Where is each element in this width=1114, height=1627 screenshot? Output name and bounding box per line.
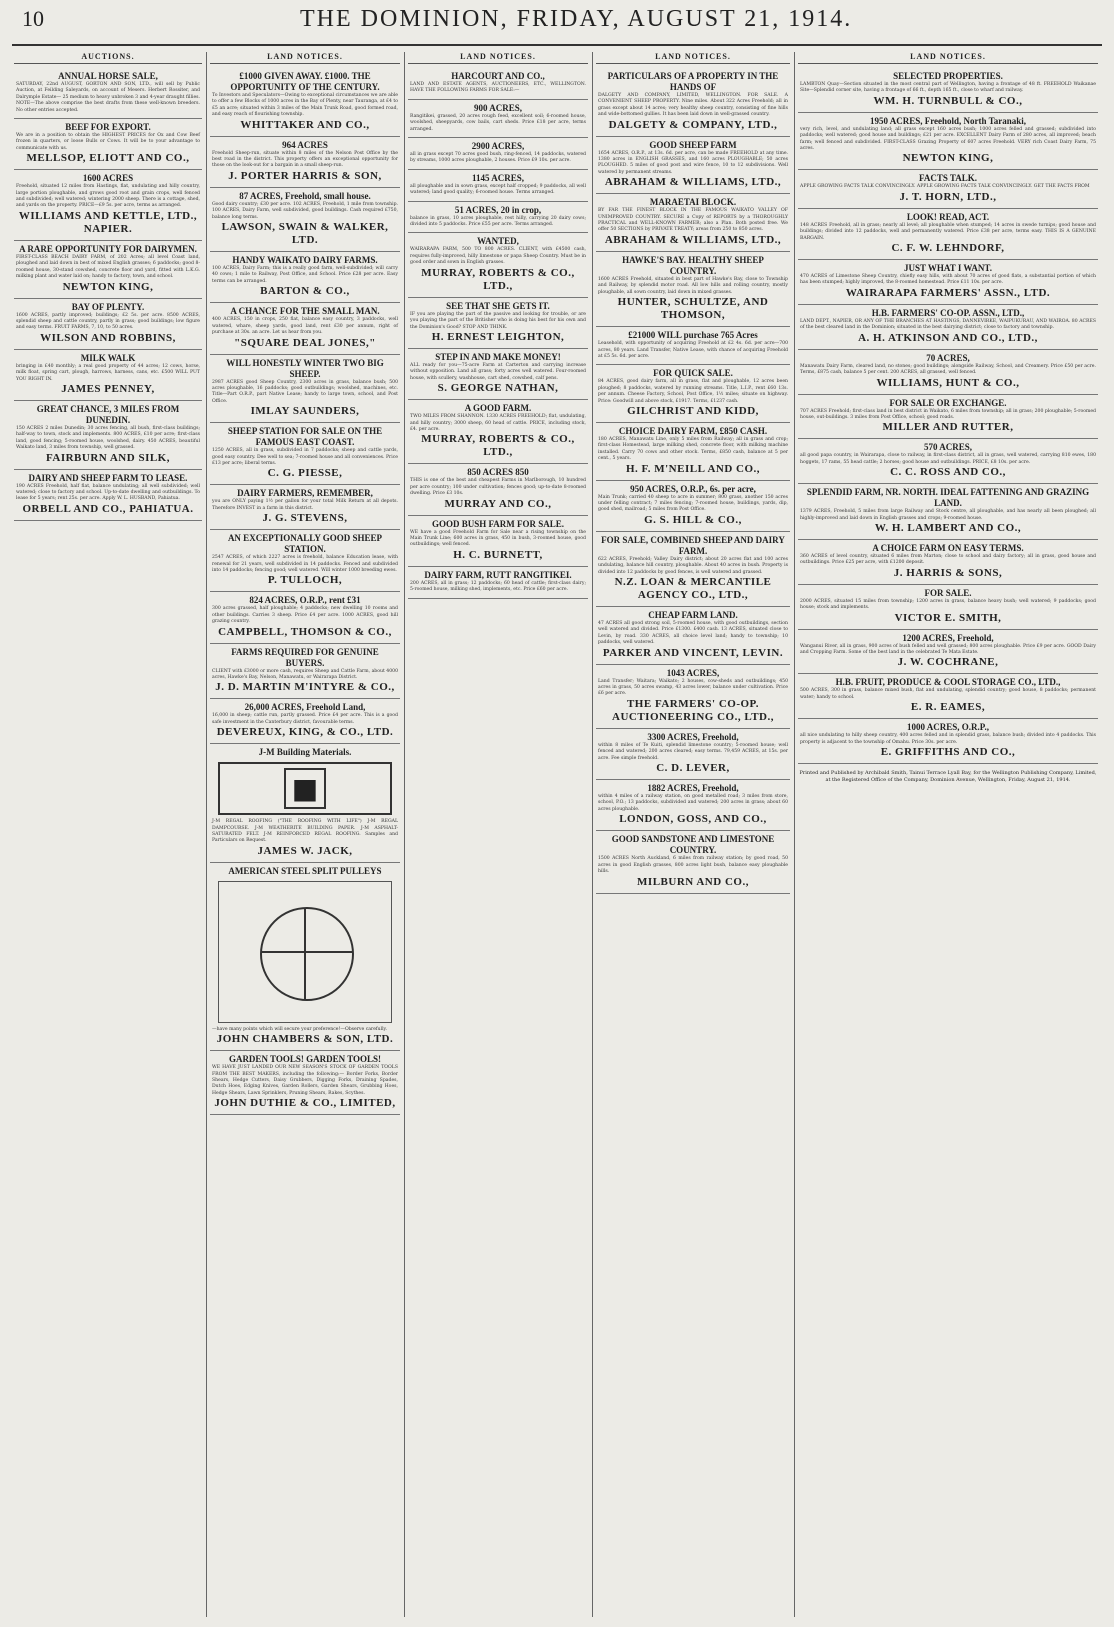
jm-logo-icon: ■: [284, 768, 326, 809]
ad-firm-name: H. F. M'NEILL AND CO.,: [625, 462, 761, 475]
ad-body: FIRST-CLASS BEACH DAIRY FARM, of 202 Acres; all level Coast land, ploughed and laid down in best of mixed English grasses; 6 paddocks; good 8-roomed house, 30-stand cowshed, concrete floor and yard, fitted with L.K.G. milking plant and water laid on; handy to factory, town, and school.: [16, 254, 200, 280]
advertisement: [798, 540, 1098, 585]
advertisement: [798, 585, 1098, 630]
advertisement: [596, 252, 790, 327]
ad-body: within 8 miles of Te Kuiti, splendid limestone country; 5-roomed house; well fenced and watered; 200 acres cleared; easy terms. 79,459 ACRES, at 15s. per acre. Fee simple freehold.: [598, 742, 788, 761]
advertisement: [596, 481, 790, 532]
advertisement: [408, 516, 588, 567]
ad-body: Good dairy country; £30 per acre. 102 ACRES, Freehold, 1 mile from township. 100 ACRES, Dairy Farm, well subdivided, good buildings. Cash required £750, balance long terms.: [212, 201, 398, 220]
advertisement: [210, 252, 400, 303]
jm-logo-box: [218, 762, 392, 815]
masthead-rule: [12, 44, 1102, 46]
ad-body: 1500 ACRES North Auckland, 6 miles from railway station; by good road, 50 acres in good English grasses, 800 acres light bush, balance easy ploughable hills.: [598, 856, 788, 875]
advertisement: [596, 137, 790, 195]
ad-body: We are in a position to obtain the HIGHEST PRICES for Ox and Cow Beef frozen in quarters, or loose Bulls or Cows. It will be to your advantage to communicate with us.: [16, 133, 200, 151]
ad-firm-name: H. C. BURNETT,: [453, 548, 543, 561]
advertisement: [596, 532, 790, 607]
ad-heading: 570 ACRES,: [923, 442, 972, 453]
ad-body: LAMBTON Quay—Section situated in the most central part of Wellington, having a frontage of 48 ft. FREEHOLD Waikanae Site—Splendid corner site, having a frontage of 66 ft., depth 165 ft., close to wharf and railway.: [800, 82, 1096, 94]
ad-firm-name: C. G. PIESSE,: [267, 467, 343, 480]
ad-heading: 950 ACRES, O.R.P., 6s. per acre,: [630, 483, 756, 494]
column-heading: AUCTIONS.: [14, 52, 202, 64]
ad-heading: WILL HONESTLY WINTER TWO BIG SHEEP.: [226, 357, 384, 379]
ad-firm-name: JOHN CHAMBERS & SON, LTD.: [216, 1033, 394, 1046]
ad-heading: FACTS TALK.: [918, 173, 977, 184]
advertisement: [408, 170, 588, 202]
advertisement: [210, 68, 400, 137]
ad-firm-name: WILLIAMS, HUNT & CO.,: [876, 376, 1020, 389]
ad-heading: 1000 ACRES, O.R.P.,: [907, 722, 989, 733]
ad-heading: AN EXCEPTIONALLY GOOD SHEEP STATION.: [227, 533, 383, 555]
advertisement: [596, 365, 790, 423]
ad-heading: A CHOICE FARM ON EASY TERMS.: [872, 542, 1024, 553]
ad-body: BY FAR THE FINEST BLOCK IN THE FAMOUS WAIKATO VALLEY OF UNIMPROVED COUNTRY. SECURE a Copy of REPORTS by a THOROUGHLY PRACTICAL and WELL-KNOWN FARMER; also a Plan. Both posted free. We offer 50 SECTIONS by PRIVATE TREATY; areas from 250 to 850 acres.: [598, 208, 788, 233]
column-divider: [206, 52, 207, 1617]
advertisement: [596, 194, 790, 252]
ad-firm-name: THE FARMERS' CO-OP. AUCTIONEERING CO., LTD.,: [612, 697, 774, 723]
ad-body: Rangitikei, grassed, 20 acres rough feed, excellent soil; 6-roomed house, woolshed, sheepyards, cow bails, cart sheds. Price £18 per acre, terms arranged.: [410, 113, 586, 132]
advertisement: [210, 137, 400, 188]
ad-body: Freehold, situated 12 miles from Hastings, flat, undulating and hilly country, large portion ploughable, and grows good root and grain crops, well fenced and subdivided; well watered; wintering 2000 sheep. There is a cottage, shed, and yards on the property. PRICE—£9 5s. per acre, terms as arranged.: [16, 184, 200, 209]
column-land-notices-4: [798, 52, 1098, 1617]
ad-heading: 51 ACRES, 20 in crop,: [454, 204, 542, 215]
ad-heading: JUST WHAT I WANT.: [903, 263, 993, 274]
ad-firm-name: E. GRIFFITHS AND CO.,: [880, 746, 1016, 758]
column-divider: [404, 52, 405, 1617]
advertisement: [14, 299, 202, 350]
advertisement: [798, 170, 1098, 208]
advertisement: [210, 485, 400, 530]
ad-body: 300 acres grassed, half ploughable; 4 paddocks; new dwelling 10 rooms and other buildings. Carries 3 sheep. Price £4 per acre. 1000 ACRES, good hill grazing country.: [212, 606, 398, 625]
ad-firm-name: JAMES W. JACK,: [257, 844, 353, 857]
ad-body: 1250 ACRES, all in grass, subdivided in 7 paddocks; sheep and cattle yards, good easy country. Dee well to sea; 7-roomed house and all conveniences. Price £13 per acre; liberal terms.: [212, 448, 398, 466]
advertisement: [408, 202, 588, 234]
ad-heading: 87 ACRES, Freehold, small house.: [239, 190, 371, 201]
ad-heading: GREAT CHANCE, 3 MILES FROM DUNEDIN.: [36, 403, 180, 425]
ad-heading: GOOD SANDSTONE AND LIMESTONE COUNTRY.: [611, 834, 775, 856]
ad-firm-name: VICTOR E. SMITH,: [894, 611, 1002, 624]
ad-body: LAND DEPT., NAPIER, OR ANY OF THE BRANCHES AT HASTINGS, DANNEVIRKE, WAIPUKURAU, AND WAIROA. 80 ACRES of the best cleared land in the Dominion; situated in the best dairying district; close to factory and township.: [800, 318, 1096, 331]
ad-firm-name: A. H. ATKINSON AND CO., LTD.,: [858, 331, 1038, 344]
advertisement: [210, 744, 400, 863]
advertisement: [596, 68, 790, 137]
advertisement: [210, 530, 400, 592]
ad-heading: 2900 ACRES,: [471, 141, 525, 152]
ad-body: WAIRARAPA FARM, 500 TO 800 ACRES. CLIENT, with £4500 cash, requires fully-improved, hilly limestone or papa Sheep Country. Must be in good order and sown in English grasses.: [410, 247, 586, 266]
ad-body: Leasehold, with opportunity of acquiring Freehold at £2 4s. 6d. per acre—700 acres, 80 years. Land Transfer, Native Lease, with chance of acquiring Freehold at £5 5s. 6d. per acre.: [598, 341, 788, 359]
ad-body: balance in grass, 10 acres ploughable, rest hilly, carrying 20 dairy cows; divided into 5 paddocks. Price £55 per acre. Terms arranged.: [410, 215, 586, 228]
ad-body: 47 ACRES all good strong soil, 5-roomed house, with good outbuildings, section well watered and divided. Price £1300. £400 cash. 13 ACRES, situated close to Levin, by road. 330 ACRES, all choice level land; handy to township; 10 paddocks, well watered.: [598, 621, 788, 646]
advertisement: [14, 350, 202, 401]
ad-body: WE HAVE JUST LANDED OUR NEW SEASON'S STOCK OF GARDEN TOOLS FROM THE BEST MAKERS, including the following:— Border Forks, Border Shears, Hedge Cutters, Daisy Grubbers, Digging Forks, Draining Spades, Dutch Hoes, Edging Knives, Garden Rollers, Garden Shears, Grubbing Hoes, Hedge Shears, Lawn Sprinklers, Pruning Shears, Rakes, Scythes.: [212, 1065, 398, 1096]
ad-firm-name: MILBURN AND CO.,: [637, 875, 749, 888]
ad-firm-name: WAIRARAPA FARMERS' ASSN., LTD.: [845, 286, 1051, 299]
ad-firm-name: MURRAY AND CO.,: [444, 497, 552, 510]
ad-heading: 824 ACRES, O.R.P., rent £31: [249, 595, 361, 606]
ad-firm-name: J. D. MARTIN M'INTYRE & CO.,: [215, 681, 395, 694]
ad-firm-name: H. ERNEST LEIGHTON,: [431, 330, 565, 343]
advertisement: [408, 138, 588, 170]
ad-body: 2000 ACRES, situated 15 miles from township; 1200 acres in grass, balance heavy bush; well watered; 9 paddocks; good house; stock and implements.: [800, 598, 1096, 611]
ad-firm-name: C. F. W. LEHNDORF,: [891, 242, 1005, 255]
ad-firm-name: IMLAY SAUNDERS,: [250, 405, 360, 418]
ad-heading: DAIRY FARMERS, REMEMBER,: [237, 488, 373, 499]
advertisement: [408, 233, 588, 297]
pulley-wheel-icon: [260, 907, 354, 1001]
ad-firm-name: J. W. COCHRANE,: [897, 656, 999, 669]
ad-body: ALL ready for you—75-acre Farm at Carterton and carrying increase without opposition. Land all grass; forty acres well watered. Four-roomed house, with scullery, washhouse, cart shed, cowshed, calf pens.: [410, 362, 586, 381]
advertisement: [798, 395, 1098, 440]
ad-heading: GOOD SHEEP FARM: [649, 139, 737, 150]
ad-heading: SELECTED PROPERTIES.: [893, 71, 1003, 81]
advertisement: [14, 68, 202, 119]
ad-firm-name: CAMPBELL, THOMSON & CO.,: [218, 625, 392, 638]
advertisement: [798, 439, 1098, 484]
ad-body: 100 ACRES, Dairy Farm; this is a really good farm, well-subdivided; will carry 40 cows; 1 mile to Railway, Post Office, and School. Price £28 per acre. Easy terms can be arranged.: [212, 266, 398, 284]
advertisement: [14, 119, 202, 170]
ad-firm-name: MURRAY, ROBERTS & CO., LTD.,: [421, 433, 575, 459]
ad-body: Manawatu Dairy Farm, cleared land, no stones; good buildings; alongside Railway, School, and Creamery. Price £50 per acre. Terms, £875 cash, balance 5 per cent. 200 ACRES, all grassed, well fenced.: [800, 363, 1096, 376]
ad-firm-name: J. HARRIS & SONS,: [893, 566, 1003, 579]
ad-firm-name: C. D. LEVER,: [656, 762, 730, 775]
ad-heading: £1000 GIVEN AWAY. £1000. THE OPPORTUNITY OF THE CENTURY.: [230, 71, 380, 92]
ad-heading: DAIRY FARM, RUTT RANGITIKEI.: [424, 569, 572, 580]
ad-firm-name: W. H. LAMBERT AND CO.,: [874, 521, 1022, 534]
ad-firm-name: LONDON, GOSS, AND CO.,: [619, 813, 767, 826]
column-divider: [794, 52, 795, 1617]
column-land-notices-2: [408, 52, 588, 1617]
column-heading: LAND NOTICES.: [596, 52, 790, 64]
ad-firm-name: DEVEREUX, KING, & CO., LTD.: [216, 726, 394, 739]
ad-body: very rich, level, and undulating land; all grass except 160 acres bush; 1000 acres felled and grassed; subdivided into paddocks; well watered; good house and buildings; £21 per acre. EXCELLENT Dairy Farm of 280 acres, all improved; beach farm; well fenced and subdivided. FIRST-CLASS Grazing Property of 607 acres Freehold. VERY rich Coast Dairy Farm, 75 acres.: [800, 126, 1096, 152]
column-heading: LAND NOTICES.: [210, 52, 400, 64]
ad-heading: 1043 ACRES,: [666, 667, 720, 678]
ad-firm-name: FAIRBURN AND SILK,: [45, 451, 170, 464]
advertisement: [210, 863, 400, 1051]
ad-body: To Investors and Speculators—Owing to exceptional circumstances we are able to offer a few Blocks of 1000 acres in the Bay of Plenty, near Tauranga, at £4 to £5 an acre; situated within 3 miles of the Main Trunk Road, good formed road, and easy reach of flourishing township.: [212, 93, 398, 118]
advertisement: [798, 305, 1098, 350]
ads-list: [596, 68, 790, 894]
advertisement: [210, 1051, 400, 1115]
ad-firm-name: J. PORTER HARRIS & SON,: [228, 169, 382, 182]
ad-heading: A GOOD FARM.: [464, 403, 532, 414]
ad-heading: 1600 ACRES: [82, 173, 134, 184]
column-land-notices-3: [596, 52, 790, 1617]
ad-heading: HANDY WAIKATO DAIRY FARMS.: [232, 255, 378, 266]
ad-heading: FARMS REQUIRED FOR GENUINE BUYERS.: [231, 646, 379, 668]
ad-body: SATURDAY, 22nd AUGUST, GORTON AND SON, LTD., will sell by Public Auction, at Feilding Saleyards, on account of Mesers. Herbert Rossiter, and Dalrymple Estate— 25 medium to heavy unbroken 3 and 4-year draught fillies. NOTE—The above comprise the best drafts from these well-known breeders. No other entries accepted.: [16, 82, 200, 113]
advertisement: [210, 644, 400, 700]
advertisement: [596, 729, 790, 780]
ad-heading: FOR QUICK SALE.: [653, 368, 733, 379]
ad-body: 16,000 in sheep; cattle run, partly grassed. Price £4 per acre. This is a good safe investment in the Canterbury district, favourable terms.: [212, 713, 398, 725]
advertisement: [408, 349, 588, 400]
ad-body: DALGETY AND COMPANY, LIMITED, WELLINGTON. FOR SALE. A CONVENIENT SHEEP PROPERTY. Nine miles. About 322 Acres Freehold; all in grass except about 14 acres; very healthy sheep country, consisting of fine hills and wide-bottomed gullies. It has been laid down in well-grassed country.: [598, 93, 788, 118]
ad-firm-name: NEWTON KING,: [902, 152, 994, 165]
ad-body: 1600 ACRES, partly improved; buildings; £2 5s. per acre. 8500 ACRES, splendid sheep and cattle country, partly in grass; good buildings; low figure and easy terms. FRUIT FARMS, 7, 10, to 50 acres.: [16, 312, 200, 331]
ad-firm-name: S. GEORGE NATHAN,: [437, 382, 559, 395]
ad-heading: BAY OF PLENTY.: [71, 301, 145, 312]
ad-body: Wanganui River, all in grass, 900 acres of bush felled and well grassed; 800 acres ploughable. Price £9 per acre. GOOD Dairy and Cropping Farm. Some of the best land in the celebrated Te Mata Estate.: [800, 643, 1096, 655]
ad-body: —have many points which will secure your preference!—Observe carefully.: [212, 1026, 387, 1032]
ad-firm-name: GILCHRIST AND KIDD,: [627, 404, 759, 417]
ad-heading: FOR SALE.: [924, 587, 972, 598]
ad-heading: GOOD BUSH FARM FOR SALE.: [431, 518, 565, 529]
ad-body: CLIENT with £3000 or more cash, requires Sheep and Cattle Farm, about 4000 acres, Hawke's Bay, Nelson, Manawatu, or Wairarapa District.: [212, 668, 398, 680]
column-heading: LAND NOTICES.: [798, 52, 1098, 64]
advertisement: [210, 303, 400, 354]
ad-firm-name: DALGETY & COMPANY, LTD.,: [608, 118, 778, 131]
advertisement: [14, 170, 202, 241]
ad-heading: HARCOURT AND CO.,: [451, 71, 545, 81]
ad-firm-name: LAWSON, SWAIN & WALKER, LTD.: [221, 221, 389, 247]
newspaper-title: THE DOMINION, FRIDAY, AUGUST 21, 1914.: [300, 6, 853, 32]
ad-body: 150 ACRES 2 miles Dunedin; 30 acres fencing, all bush, first-class buildings; half-way to town, stock and implements. 800 ACRES, £10 per acre; first-class land, good fencing; 5-roomed house, woolshed, dairy. 450 ACRES, beautiful Waikato land, 3 miles from township, well grassed.: [16, 425, 200, 451]
ad-firm-name: WHITTAKER AND CO.,: [240, 118, 370, 131]
ad-body: all nice undulating to hilly sheep country, 400 acres felled and in splendid grass, balance bush; divided into 4 paddocks. This property is adjacent to the township of Omahu. Price 30s. per acre.: [800, 733, 1096, 745]
ads-list: [14, 68, 202, 521]
ad-body: bringing in £40 monthly; a real good property of 44 acres; 12 cows, horse, milk float, spring cart, plough, harrows, harness, cans, etc. £500 WILL PUT YOU RIGHT IN.: [16, 363, 200, 382]
advertisement: [596, 831, 790, 893]
ad-firm-name: ORBELL AND CO., PAHIATUA.: [22, 502, 194, 515]
ad-heading: 1200 ACRES, Freehold,: [902, 632, 994, 643]
advertisement: [14, 241, 202, 299]
column-divider: [592, 52, 593, 1617]
ad-heading: WANTED,: [477, 236, 519, 247]
ad-heading: 3300 ACRES, Freehold,: [647, 731, 739, 742]
ad-firm-name: PARKER AND VINCENT, LEVIN.: [602, 646, 784, 659]
ad-firm-name: HUNTER, SCHULTZE, AND THOMSON,: [617, 296, 769, 322]
ad-body: 360 ACRES of level country, situated 6 miles from Marton; close to school and dairy factory; all in grass, good house and outbuildings. Price £25 per acre, with £1200 deposit.: [800, 553, 1096, 566]
ad-body: IF you are playing the part of the passive and looking for trouble, or are you playing the part of the Britisher who is doing his best for his own and the Dominion's Good? STOP AND THINK.: [410, 311, 586, 330]
ad-heading: PARTICULARS OF A PROPERTY IN THE HANDS OF: [607, 71, 779, 92]
ad-firm-name: G. S. HILL & CO.,: [644, 513, 742, 526]
advertisement: [798, 68, 1098, 113]
column-auctions: [14, 52, 202, 1617]
ad-heading: GARDEN TOOLS! GARDEN TOOLS!: [228, 1054, 382, 1065]
advertisement: [210, 699, 400, 744]
ad-heading: SEE THAT SHE GETS IT.: [446, 300, 550, 311]
advertisement: [408, 400, 588, 464]
advertisement: [798, 719, 1098, 764]
advertisement: [14, 401, 202, 470]
ad-firm-name: ABRAHAM & WILLIAMS, LTD.,: [604, 176, 782, 189]
ad-body: within 4 miles of a railway station, on good metalled road; 3 miles from store, school, P.O.; 13 paddocks, subdivided and watered; 200 acres in grass; about 60 acres ploughable.: [598, 794, 788, 812]
ad-heading: 1882 ACRES, Freehold,: [647, 783, 739, 794]
ad-heading: HAWKE'S BAY. HEALTHY SHEEP COUNTRY.: [622, 254, 764, 276]
masthead: [0, 0, 1114, 48]
ad-body: 622 ACRES, Freehold; Valley Dairy district; about 20 acres flat and 100 acres undulating, balance hill country, ploughable. About 40 acres in bush. Property is divided into 12 paddocks by good fences, is well watered and grassed.: [598, 556, 788, 575]
pulley-illustration: [218, 881, 392, 1023]
ad-body: 500 ACRES, 300 in grass, balance mixed bush, flat and undulating, splendid country; good house, 8 paddocks; permanent water; handy to school.: [800, 688, 1096, 700]
ad-heading: ANNUAL HORSE SALE,: [58, 71, 158, 81]
advertisement: [798, 260, 1098, 305]
ad-heading: DAIRY AND SHEEP FARM TO LEASE.: [28, 472, 188, 483]
ads-list: [408, 68, 588, 599]
ad-body: Land Transfer; Waitara; Waikato; 2 houses, cow-sheds and outbuildings; 450 acres in grass, 50 acres swamp, 43 acres lower, balance under cultivation. Price £6 per acre.: [598, 678, 788, 697]
ad-heading: 70 ACRES,: [926, 352, 970, 363]
ad-body: 1600 ACRES Freehold, situated in best part of Hawke's Bay, close to Township and Railway, by splendid motor road. All low hills and rolling country, mostly ploughable, all sown country, laid down in mixed grasses.: [598, 276, 788, 295]
ad-heading: 1145 ACRES,: [471, 172, 524, 183]
advertisement: [408, 464, 588, 515]
advertisement: [596, 607, 790, 665]
ad-body: LAND AND ESTATE AGENTS, AUCTIONEERS, ETC., WELLINGTON. HAVE THE FOLLOWING FARMS FOR SALE:—: [410, 82, 586, 94]
ad-body: all ploughable and in sown grass, except half cropped; 9 paddocks, all well watered; land good quality; 6-roomed house. Terms arranged.: [410, 183, 586, 196]
advertisement: [798, 484, 1098, 540]
ad-heading: STEP IN AND MAKE MONEY!: [435, 351, 561, 362]
advertisement: [596, 665, 790, 729]
ad-heading: 26,000 ACRES, Freehold Land,: [244, 702, 366, 713]
ad-heading: CHEAP FARM LAND.: [648, 610, 738, 620]
ad-firm-name: J. G. STEVENS,: [262, 512, 348, 525]
ad-heading: 850 ACRES 850: [467, 467, 529, 478]
ad-body: 1654 ACRES, O.R.P., at 13s. 6d. per acre, can be made FREEHOLD at any time. 1380 acres in ENGLISH GRASSES, and 160 acres PLOUGHABLE; 50 acres PLOUGHED. 5 miles of good post and wire fence, 10 to 12 subdivisions. Well watered by permanent streams.: [598, 150, 788, 175]
ad-body: APPLE GROWING FACTS TALK CONVINCINGLY. APPLE GROWING FACTS TALK CONVINCINGLY. GET THE FACTS FROM: [800, 184, 1090, 190]
column-heading: LAND NOTICES.: [408, 52, 588, 64]
advertisement: [798, 674, 1098, 719]
ad-body: 180 ACRES, Manawatu Line, only 5 miles from Railway; all in grass and crop; first-class Homestead, large milking shed, concrete floor, with milking machine installed. Carry 70 cows and other stock. Terms, £850 cash, balance at 5 per cent., 5 years.: [598, 436, 788, 462]
ad-firm-name: MELLSOP, ELIOTT AND CO.,: [26, 152, 190, 165]
ad-body: 400 ACRES, 150 in crops, 250 flat, balance easy country, 3 paddocks, well watered, whare, sheep yards, good land, rent £30 per annum, right of purchase at 30s. an acre. Let us hear from you.: [212, 317, 398, 336]
column-land-notices-1: [210, 52, 400, 1617]
advertisement: [408, 567, 588, 599]
ad-body: Main Trunk; carried 40 sheep to acre in summer; 800 grass, another 150 acres under felling contract; 7 miles fencing; 7-roomed house, buildings, yards, dip, good shed, mailroad; 5 miles from Post Office.: [598, 494, 788, 513]
imprint: Printed and Published by Archibald Smith, Tainui Terrace Lyall Bay, for the Wellington Publishing Company, Limited, at the Registered Office of the Company, Dominion Avenue, Wellington, Friday, August 21, 1914.: [799, 770, 1097, 783]
ad-heading: A CHANCE FOR THE SMALL MAN.: [230, 306, 380, 317]
ad-heading: CHOICE DAIRY FARM, £850 CASH.: [618, 425, 768, 436]
advertisement: [210, 423, 400, 485]
advertisement: [798, 630, 1098, 675]
ad-body: 190 ACRES Freehold, half flat, balance undulating; all well subdivided; well watered; close to factory and school. Up-to-date dwelling and outbuildings. To lease for 5 years; rent 25s. per acre. Apply W. L. HUSBAND, Pahiatua.: [16, 483, 200, 502]
ad-heading: H.B. FARMERS' CO-OP. ASSN., LTD.,: [871, 307, 1025, 318]
ad-body: 470 ACRES of Limestone Sheep Country, chiefly easy hills, with about 70 acres of good flats, a substantial portion of which has been stumped; highly improved, the 8-roomed homestead. Price £11 10s. per acre.: [800, 274, 1096, 286]
ad-heading: AMERICAN STEEL SPLIT PULLEYS: [228, 865, 382, 876]
ad-heading: SPLENDID FARM, NR. NORTH. IDEAL FATTENING AND GRAZING LAND.: [806, 487, 1090, 509]
ad-heading: J-M Building Materials.: [258, 747, 352, 758]
ad-heading: 900 ACRES,: [473, 102, 522, 113]
ad-heading: MARAETAI BLOCK.: [649, 197, 737, 208]
advertisement: [596, 423, 790, 481]
advertisement: [408, 298, 588, 349]
ad-firm-name: MILLER AND RUTTER,: [882, 421, 1014, 434]
ads-list: [798, 68, 1098, 764]
ad-body: 148 ACRES Freehold, all in grass; nearly all level; all ploughable when stumped; 14 acres in swede turnips; good house and buildings; divided into 12 paddocks, well and permanently watered. Price £38 per acre, terms easy. THIS IS A GENUINE BARGAIN.: [800, 222, 1096, 241]
ad-body: 707 ACRES Freehold; first-class land in best district in Waikato, 6 miles from township; all in grass; 200 ploughable; 5-roomed house, out-buildings. 3 miles from Post Office, school; good roads.: [800, 408, 1096, 420]
ad-body: all good papa country, in Wairarapa, close to railway, in first-class district, all in grass, well watered, carrying 810 ewes, 180 hoggets, 17 rams, 55 head cattle; 2 horses; good house and outbuildings. PRICE, £8 10s. per acre.: [800, 453, 1096, 465]
advertisement: [408, 100, 588, 138]
ad-heading: £21000 WILL purchase 765 Acres: [628, 330, 758, 341]
ad-heading: 1950 ACRES, Freehold, North Taranaki,: [869, 115, 1027, 126]
ad-firm-name: NEWTON KING,: [62, 280, 154, 293]
ad-heading: 964 ACRES: [282, 139, 328, 150]
ad-body: Freehold Sheep-run, situate within 8 miles of the Nelson Post Office by the best road in the district. This property offers an exceptional opportunity for those on the look-out for a bargain in a small sheep-run.: [212, 150, 398, 169]
ad-body: 200 ACRES, all in grass; 12 paddocks; 60 head of cattle; first-class dairy; 5-roomed house, milking shed, implements, etc. Price £60 per acre.: [410, 580, 586, 593]
ad-heading: FOR SALE OR EXCHANGE.: [889, 397, 1007, 408]
ad-body: 2547 ACRES, of which 2227 acres is freehold, balance Education lease, with renewal for 21 years, well subdivided in 14 paddocks. Fenced and subdivided into 14 paddocks; fencing good; well watered. Will winter 1000 breeding ewes.: [212, 555, 398, 573]
ad-heading: A RARE OPPORTUNITY FOR DAIRYMEN.: [19, 243, 197, 254]
ad-firm-name: P. TULLOCH,: [267, 574, 343, 587]
advertisement: [596, 780, 790, 831]
ad-firm-name: C. C. ROSS AND CO.,: [890, 466, 1006, 479]
ad-firm-name: BARTON & CO.,: [260, 285, 350, 298]
advertisement: [14, 470, 202, 521]
ad-body: all in grass except 70 acres good bush, ring-fenced, 14 paddocks, watered by streams, 1000 acres ploughable, 2 houses. Price £9 10s. per acre.: [410, 152, 586, 164]
ad-body: you are ONLY paying 1½ per gallon for your total Milk Return at all depots. Therefore INVEST in a farm in this district.: [212, 499, 398, 511]
ad-firm-name: JAMES PENNEY,: [61, 382, 155, 395]
ad-body: J-M REGAL ROOFING ("THE ROOFING WITH LIFE") J-M REGAL DAMPCOURSE. J-M WEATHERITE BUILDING PAPER. J-M ASPHALT-SATURATED FELT. J-M REINFORCED REGAL ROOFING. Samples and Particulars on Request.: [212, 819, 398, 844]
ad-firm-name: N.Z. LOAN & MERCANTILE AGENCY CO., LTD.,: [614, 576, 772, 601]
advertisement: [798, 209, 1098, 260]
advertisement: [798, 350, 1098, 395]
advertisement: [596, 327, 790, 365]
ad-body: WE have a good Freehold Farm for Sale near a rising township on the Main Trunk Line; 600 acres in grass, 450 in bush, 3-roomed house, good outbuildings; well fenced.: [410, 529, 586, 548]
ad-body: 84 ACRES, good dairy farm, all in grass, flat and ploughable, 12 acres been ploughed; 8 paddocks, watered by running streams. Title, L.I.P., rent £60 13s. per annum. Cheese Factory, School, Post Office, 1½ miles; situate on highway. Price: Goodwill and above stock, £1917. Terms, £1237 cash.: [598, 379, 788, 404]
ad-firm-name: JOHN DUTHIE & CO., LIMITED,: [214, 1097, 396, 1110]
advertisement: [210, 355, 400, 424]
ad-heading: H.B. FRUIT, PRODUCE & COOL STORAGE CO., LTD.,: [835, 677, 1061, 688]
advertisement: [798, 113, 1098, 171]
ad-body: 2987 ACRES good Sheep Country, 2300 acres in grass, balance bush; 500 acres ploughable, 16 paddocks; good outbuildings; woolshed, machines, etc. Title—Part O.R.P., part Native Lease; handy to large town, school, and Post Office.: [212, 379, 398, 404]
ad-firm-name: ABRAHAM & WILLIAMS, LTD.,: [604, 233, 782, 246]
ad-firm-name: MURRAY, ROBERTS & CO., LTD.,: [421, 266, 575, 292]
ad-body: 1379 ACRES, Freehold, 5 miles from large Railway and Stock centre, all ploughable, and has nearly all been ploughed; all highly-improved and laid down in English grasses and crops; 9-roomed house.: [800, 509, 1096, 521]
ad-firm-name: WM. H. TURNBULL & CO.,: [873, 94, 1023, 107]
advertisement: [210, 592, 400, 643]
ads-list: [210, 68, 400, 1115]
ad-heading: LOOK! READ, ACT.: [906, 211, 990, 222]
ad-heading: FOR SALE, COMBINED SHEEP AND DAIRY FARM.: [601, 534, 785, 556]
ad-heading: BEEF FOR EXPORT.: [65, 122, 151, 133]
ad-body: THIS is one of the best and cheapest Farms in Marlborough, 10 hundred per acre country; 100 under cultivation; fences good; up-to-date 8-roomed dwelling. Price £3 10s.: [410, 478, 586, 497]
ad-body: TWO MILES FROM SHANNON. 1330 ACRES FREEHOLD; flat, undulating, and hilly country; 3000 sheep, 60 head of cattle. PRICE, including stock, £4. per acre.: [410, 414, 586, 432]
ad-heading: MILK WALK: [80, 352, 136, 363]
ad-firm-name: WILSON AND ROBBINS,: [40, 331, 176, 344]
ad-firm-name: "SQUARE DEAL JONES,": [234, 336, 376, 349]
ad-firm-name: WILLIAMS AND KETTLE, LTD., NAPIER.: [18, 209, 198, 235]
page-number: 10: [22, 6, 44, 31]
advertisement: [408, 68, 588, 100]
ad-heading: SHEEP STATION FOR SALE ON THE FAMOUS EAST COAST.: [227, 426, 383, 448]
advertisement: [210, 188, 400, 252]
ad-firm-name: J. T. HORN, LTD.,: [899, 190, 997, 203]
ad-firm-name: E. R. EAMES,: [910, 701, 986, 714]
